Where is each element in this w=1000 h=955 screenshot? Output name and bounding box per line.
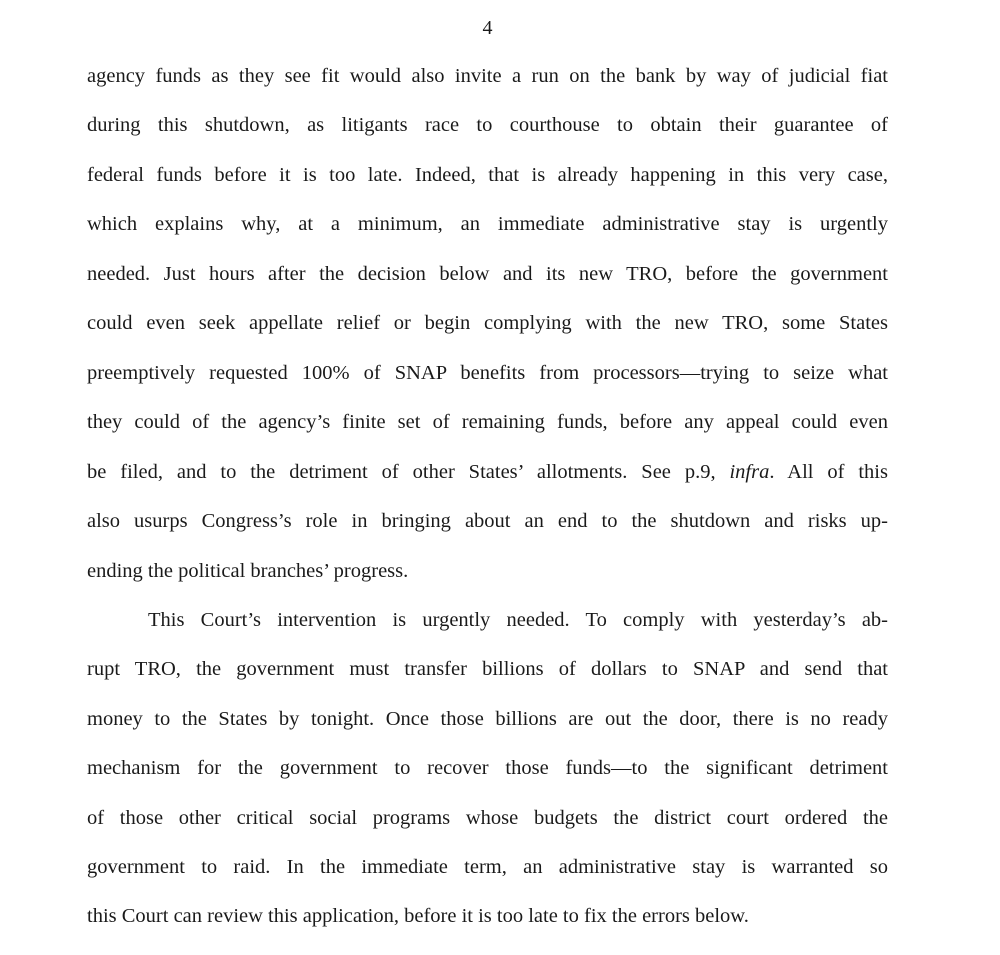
text-line: federal funds before it is too late. Indeed, that is already happening in this very case, — [87, 164, 888, 186]
text-line: also usurps Congress’s role in bringing about an end to the shutdown and risks up- — [87, 510, 888, 532]
text-line: ending the political branches’ progress. — [87, 560, 409, 582]
text-line — [87, 457, 888, 487]
text-line: money to the States by tonight. Once those billions are out the door, there is no ready — [87, 708, 888, 730]
text-line: they could of the agency’s finite set of remaining funds, before any appeal could even — [87, 411, 888, 433]
text-line: needed. Just hours after the decision below and its new TRO, before the government — [87, 263, 888, 285]
text-segment: be filed, and to the detriment of other States’ allotments. See p.9, — [87, 461, 730, 483]
page-number: 4 — [482, 17, 493, 39]
text-line: which explains why, at a minimum, an immediate administrative stay is urgently — [87, 213, 888, 235]
text-segment: . All of this — [769, 461, 888, 483]
text-line: mechanism for the government to recover those funds—to the significant detriment — [87, 757, 888, 779]
text-line: rupt TRO, the government must transfer billions of dollars to SNAP and send that — [87, 658, 888, 680]
text-line: during this shutdown, as litigants race to courthouse to obtain their guarantee of — [87, 114, 888, 136]
text-line: preemptively requested 100% of SNAP benefits from processors—trying to seize what — [87, 362, 888, 384]
text-line: government to raid. In the immediate term, an administrative stay is warranted so — [87, 856, 888, 878]
text-line: of those other critical social programs whose budgets the district court ordered the — [87, 807, 888, 829]
text-line: this Court can review this application, before it is too late to fix the errors below. — [87, 905, 749, 927]
text-line: This Court’s intervention is urgently needed. To comply with yesterday’s ab- — [148, 609, 888, 631]
text-line: agency funds as they see fit would also invite a run on the bank by way of judicial fiat — [87, 65, 888, 87]
text-line: could even seek appellate relief or begin complying with the new TRO, some States — [87, 312, 888, 334]
italic-citation: infra — [729, 461, 770, 483]
